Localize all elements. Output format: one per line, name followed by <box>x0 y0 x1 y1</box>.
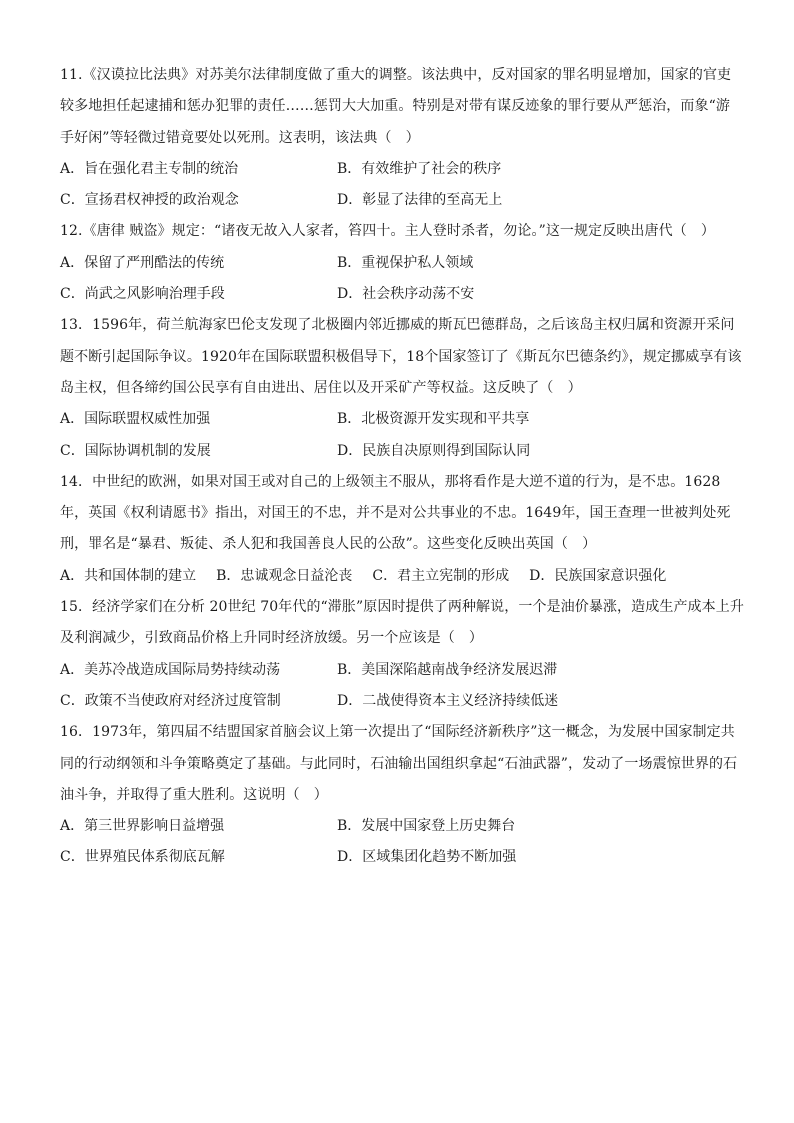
question-stem: 11.《汉谟拉比法典》对苏美尔法律制度做了重大的调整。该法典中，反对国家的罪名明显增加，国家的官吏较多地担任起逮捕和惩办犯罪的责任……惩罚大大加重。特别是对带有谋反迹象的罪行要从严惩治，而象“游手好闲”等轻微过错竟要处以死刑。这表明，该法典（ ） <box>60 67 732 146</box>
option-d[interactable]: D．二战使得资本主义经济持续低迷 <box>337 692 559 709</box>
option-d[interactable]: D．区域集团化趋势不断加强 <box>337 849 517 866</box>
option-a[interactable]: A．国际联盟权威性加强 <box>60 411 211 428</box>
question-12 <box>60 216 744 310</box>
question-14 <box>60 467 744 592</box>
option-b[interactable]: B．有效维护了社会的秩序 <box>337 160 502 177</box>
question-16 <box>60 717 744 873</box>
option-c[interactable]: C．宣扬君权神授的政治观念 <box>60 192 239 209</box>
question-15 <box>60 592 744 717</box>
question-11 <box>60 60 744 216</box>
option-c[interactable]: C．世界殖民体系彻底瓦解 <box>60 849 225 866</box>
option-a[interactable]: A．第三世界影响日益增强 <box>60 818 225 835</box>
question-stem: 12.《唐律 贼盗》规定：“诸夜无故入人家者，笞四十。主人登时杀者，勿论。”这一规定反映出唐代（ ） <box>60 223 716 240</box>
option-c[interactable]: C．君主立宪制的形成 <box>372 567 510 584</box>
option-b[interactable]: B．发展中国家登上历史舞台 <box>337 818 516 835</box>
exam-page <box>60 60 744 874</box>
answer-options <box>60 154 744 217</box>
question-stem: 16．1973年，第四届不结盟国家首脑会议上第一次提出了“国际经济新秩序”这一概念，为发展中国家制定共同的行动纲领和斗争策略奠定了基础。与此同时，石油输出国组织拿起“石油武器”，发动了一场震惊世界的石油斗争，并取得了重大胜利。这说明（ ） <box>60 724 738 803</box>
option-d[interactable]: D．社会秩序动荡不安 <box>337 286 475 303</box>
option-d[interactable]: D．彰显了法律的至高无上 <box>337 192 503 209</box>
question-13 <box>60 310 744 466</box>
question-stem: 13．1596年，荷兰航海家巴伦支发现了北极圈内邻近挪威的斯瓦巴德群岛，之后该岛主权归属和资源开采问题不断引起国际争议。1920年在国际联盟积极倡导下，18个国家签订了《斯瓦尔巴德条约》，规定挪威享有该岛主权，但各缔约国公民享有自由进出、居住以及开采矿产等权益。这反映了（ ） <box>60 317 742 396</box>
answer-options <box>60 561 744 592</box>
option-c[interactable]: C．国际协调机制的发展 <box>60 442 211 459</box>
answer-options <box>60 811 744 874</box>
answer-options <box>60 404 744 467</box>
question-stem: 14．中世纪的欧洲，如果对国王或对自己的上级领主不服从，那将看作是大逆不道的行为，是不忠。1628年，英国《权利请愿书》指出，对国王的不忠，并不是对公共事业的不忠。1649年，国王查理一世被判处死刑，罪名是“暴君、叛徒、杀人犯和我国善良人民的公敌”。这些变化反映出英国（ ） <box>60 473 731 553</box>
option-b[interactable]: B．忠诚观念日益沦丧 <box>216 567 353 584</box>
answer-options <box>60 248 744 311</box>
option-a[interactable]: A．共和国体制的建立 <box>60 567 197 584</box>
option-a[interactable]: A．美苏冷战造成国际局势持续动荡 <box>60 661 281 678</box>
option-a[interactable]: A．保留了严刑酷法的传统 <box>60 254 225 271</box>
option-a[interactable]: A．旨在强化君主专制的统治 <box>60 160 239 177</box>
option-d[interactable]: D．民族国家意识强化 <box>529 567 667 584</box>
option-d[interactable]: D．民族自决原则得到国际认同 <box>337 442 531 459</box>
option-b[interactable]: B．北极资源开发实现和平共享 <box>337 411 530 428</box>
option-c[interactable]: C．尚武之风影响治理手段 <box>60 286 225 303</box>
option-b[interactable]: B．美国深陷越南战争经济发展迟滞 <box>337 661 558 678</box>
option-b[interactable]: B．重视保护私人领域 <box>337 254 474 271</box>
question-stem: 15．经济学家们在分析 20世纪 70年代的“滞胀”原因时提供了两种解说，一个是油价暴涨，造成生产成本上升及利润减少，引致商品价格上升同时经济放缓。另一个应该是（ ） <box>60 599 744 647</box>
option-c[interactable]: C．政策不当使政府对经济过度管制 <box>60 692 281 709</box>
answer-options <box>60 655 744 718</box>
